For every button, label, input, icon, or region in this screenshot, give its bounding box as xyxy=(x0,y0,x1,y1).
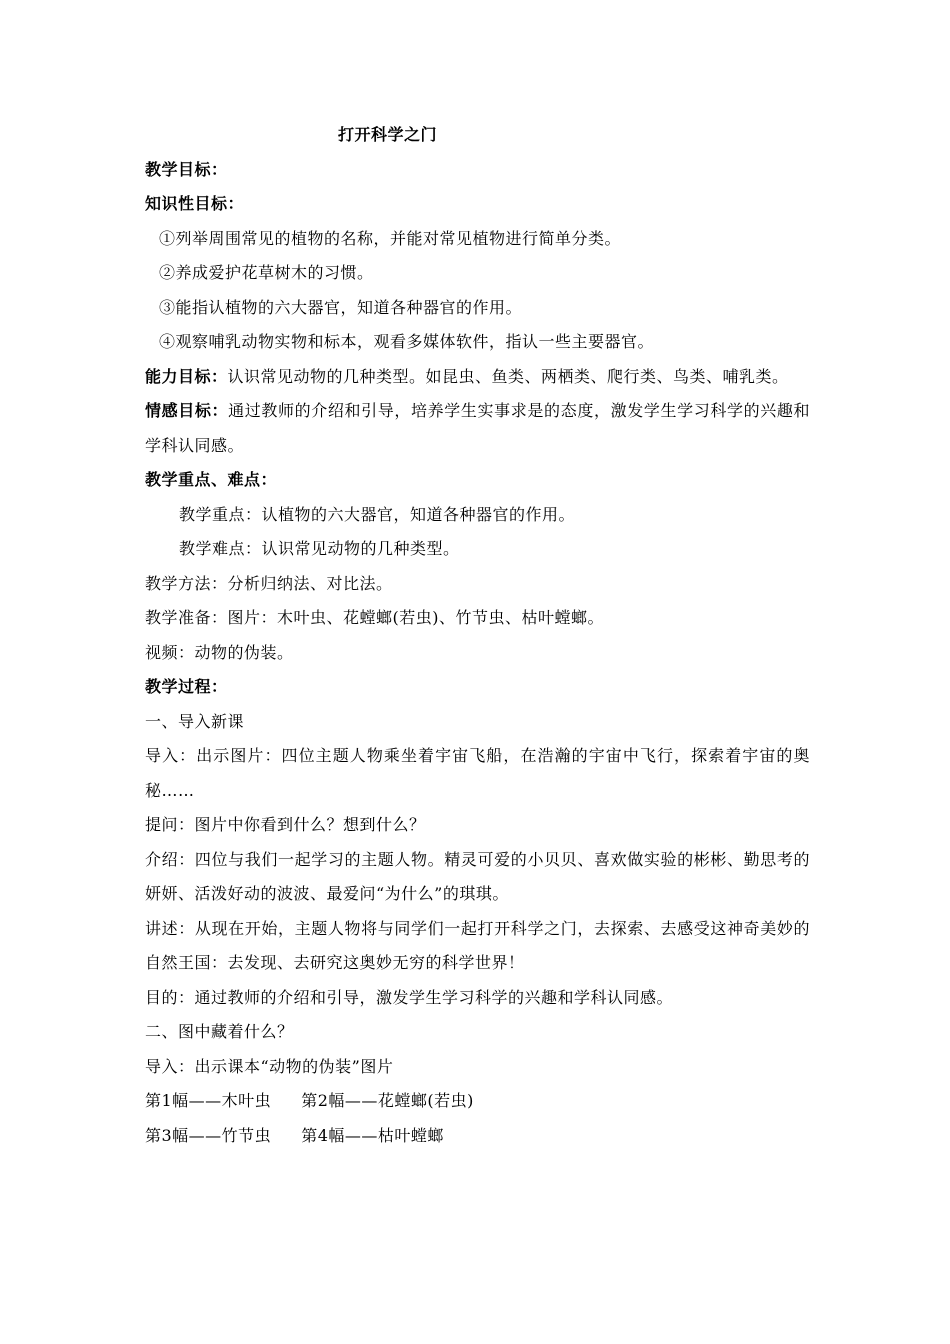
picture-item: 第2幅——花螳螂(若虫) xyxy=(301,1091,474,1110)
emotion-label: 情感目标： xyxy=(145,401,229,420)
section2-heading: 二、图中藏着什么？ xyxy=(145,1022,294,1041)
objectives-heading: 教学目标： xyxy=(145,159,228,179)
section1-question: 提问：图片中你看到什么？想到什么？ xyxy=(145,815,426,834)
teaching-method: 教学方法：分析归纳法、对比法。 xyxy=(145,573,393,593)
ability-label: 能力目标： xyxy=(145,366,228,386)
knowledge-heading: 知识性目标： xyxy=(145,194,245,213)
section1-introduce: 介绍：四位与我们一起学习的主题人物。精灵可爱的小贝贝、喜欢做实验的彬彬、勤思考的妍妍、活泼好动的波波、最爱问“为什么”的琪琪。 xyxy=(145,849,810,903)
knowledge-item: ③能指认植物的六大器官，知道各种器官的作用。 xyxy=(159,297,523,317)
picture-row xyxy=(145,1084,810,1119)
key-point: 教学重点：认植物的六大器官，知道各种器官的作用。 xyxy=(179,504,576,524)
emotion-text: 通过教师的介绍和引导，培养学生实事求是的态度，激发学生学习科学的兴趣和学科认同感。 xyxy=(145,401,810,455)
document-title: 打开科学之门 xyxy=(338,125,438,144)
ability-text: 认识常见动物的几种类型。如昆虫、鱼类、两栖类、爬行类、鸟类、哺乳类。 xyxy=(227,366,789,386)
picture-item: 第4幅——枯叶螳螂 xyxy=(301,1125,444,1145)
picture-row xyxy=(145,1119,810,1154)
process-heading: 教学过程： xyxy=(145,677,228,696)
document-page xyxy=(145,118,810,1153)
ability-objective xyxy=(145,360,810,395)
keypoints-heading: 教学重点、难点： xyxy=(145,470,278,489)
section2-intro: 导入：出示课本“动物的伪装”图片 xyxy=(145,1056,394,1076)
emotion-objective xyxy=(145,394,810,463)
section1-purpose: 目的：通过教师的介绍和引导，激发学生学习科学的兴趣和学科认同感。 xyxy=(145,987,674,1007)
section1-heading: 一、导入新课 xyxy=(145,711,245,731)
knowledge-item: ④观察哺乳动物实物和标本，观看多媒体软件，指认一些主要器官。 xyxy=(159,332,655,351)
knowledge-item: ②养成爱护花草树木的习惯。 xyxy=(159,263,374,282)
section1-intro: 导入：出示图片：四位主题人物乘坐着宇宙飞船，在浩瀚的宇宙中飞行，探索着宇宙的奥秘…… xyxy=(145,746,810,800)
section1-narrate: 讲述：从现在开始，主题人物将与同学们一起打开科学之门，去探索、去感受这神奇美妙的自然王国：去发现、去研究这奥妙无穷的科学世界！ xyxy=(145,918,810,972)
teaching-preparation: 教学准备：图片：木叶虫、花螳螂(若虫)、竹节虫、枯叶螳螂。 xyxy=(145,608,604,627)
teaching-video: 视频：动物的伪装。 xyxy=(145,642,294,662)
picture-item: 第3幅——竹节虫 xyxy=(145,1125,272,1145)
knowledge-item: ①列举周围常见的植物的名称，并能对常见植物进行简单分类。 xyxy=(159,228,622,248)
difficult-point: 教学难点：认识常见动物的几种类型。 xyxy=(179,539,460,558)
picture-item: 第1幅——木叶虫 xyxy=(145,1091,272,1110)
